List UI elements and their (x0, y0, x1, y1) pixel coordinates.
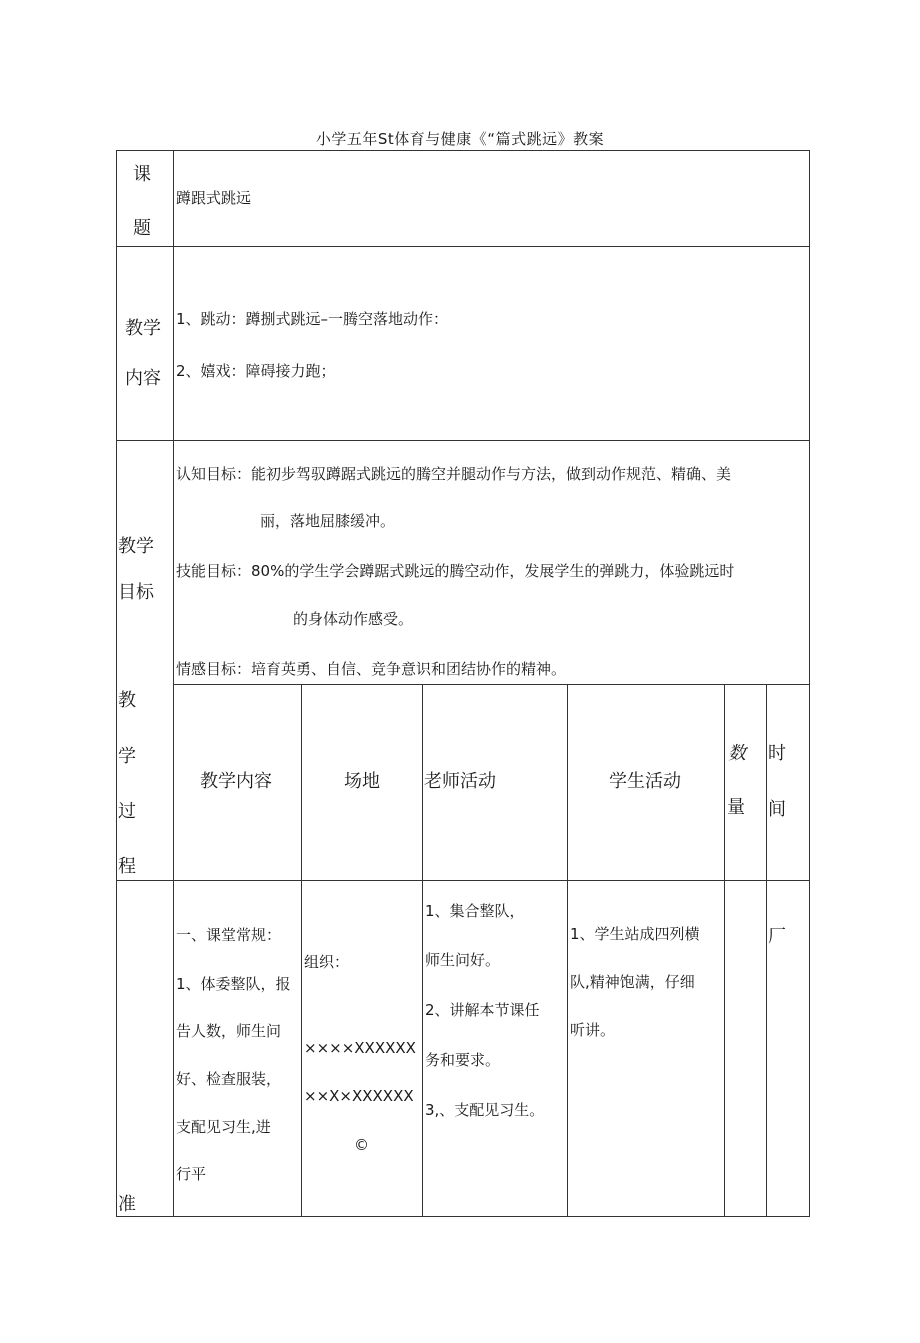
prep-teacher-line-1: 1、集合整队， (425, 902, 525, 920)
header-student-activity: 学生活动 (609, 771, 681, 792)
prep-venue-line-1: 组织： (304, 953, 350, 971)
objective-cognitive-2: 丽，落地屈膝缓冲。 (260, 512, 396, 530)
row-divider-topic (116, 246, 810, 247)
prep-content-line-6: 行平 (176, 1165, 207, 1183)
prep-content-line-4: 好、检查服装， (176, 1070, 282, 1088)
row-divider-process-header (116, 880, 810, 881)
col-divider-teacher (422, 684, 423, 1216)
col-divider-student (567, 684, 568, 1216)
document-title: 小学五年St体育与健康《“篇式跳远》教案 (315, 130, 605, 148)
process-label-char-1: 教 (118, 690, 136, 711)
table-border-top (116, 150, 810, 151)
prep-student-line-3: 听讲。 (570, 1021, 616, 1039)
header-time-2: 间 (768, 799, 786, 820)
row-divider-objectives (173, 684, 810, 685)
label-column-divider (173, 150, 174, 1216)
topic-value: 蹲跟式跳远 (176, 189, 252, 207)
prep-content-line-3: 告人数，师生问 (176, 1022, 282, 1040)
table-border-left (116, 150, 117, 1216)
prep-venue-line-4: © (354, 1136, 369, 1154)
content-item-2: 2、嬉戏：障碍接力跑； (176, 362, 336, 380)
table-border-right (809, 150, 810, 1216)
process-label-char-3: 过 (118, 801, 136, 822)
table-border-bottom (116, 1216, 810, 1217)
content-label-2: 内容 (125, 368, 161, 389)
col-divider-quantity (724, 684, 725, 1216)
prep-content-line-1: 一、课堂常规： (176, 926, 282, 944)
header-venue: 场地 (344, 771, 380, 792)
header-time-1: 时 (768, 743, 786, 764)
header-teacher-activity: 老师活动 (424, 771, 496, 792)
content-label-1: 教学 (125, 318, 161, 339)
row-divider-content (116, 440, 810, 441)
objective-skill-2: 的身体动作感受。 (293, 610, 414, 628)
process-label-char-2: 学 (118, 746, 136, 767)
header-teaching-content: 教学内容 (200, 771, 272, 792)
objectives-label-1: 教学 (118, 536, 154, 557)
objective-skill-1: 技能目标：80%的学生学会蹲踞式跳远的腾空动作，发展学生的弹跳力，体验跳远时 (176, 562, 735, 580)
topic-label-2: 题 (133, 218, 151, 239)
prep-teacher-line-4: 务和要求。 (425, 1051, 501, 1069)
prep-teacher-line-5: 3,、支配见习生。 (425, 1101, 545, 1119)
header-quantity-1: 数 (728, 743, 746, 764)
objective-cognitive-1: 认知目标：能初步驾驭蹲踞式跳远的腾空并腿动作与方法，做到动作规范、精确、美 (176, 465, 732, 483)
prep-time-mark: 厂 (768, 926, 786, 947)
prep-teacher-line-2: 师生问好。 (425, 951, 501, 969)
prep-teacher-line-3: 2、讲解本节课任 (425, 1001, 540, 1019)
prep-content-line-2: 1、体委整队，报 (176, 975, 291, 993)
prep-student-line-1: 1、学生站成四列横 (570, 925, 700, 943)
col-divider-time (766, 684, 767, 1216)
prep-student-line-2: 队,精神饱满，仔细 (570, 973, 695, 991)
objective-emotion: 情感目标：培育英勇、自信、竞争意识和团结协作的精神。 (176, 660, 567, 678)
prep-label: 准 (118, 1194, 136, 1215)
content-item-1: 1、跳动：蹲捌式跳远–一腾空落地动作： (176, 310, 449, 328)
col-divider-venue (301, 684, 302, 1216)
process-label-char-4: 程 (118, 856, 136, 877)
prep-venue-line-3: ××X×XXXXXX (304, 1087, 414, 1105)
header-quantity-2: 量 (727, 797, 745, 818)
prep-venue-line-2: ××××XXXXXX (304, 1039, 416, 1057)
objectives-label-2: 目标 (118, 582, 154, 603)
topic-label-1: 课 (133, 164, 151, 185)
prep-content-line-5: 支配见习生,进 (176, 1118, 271, 1136)
